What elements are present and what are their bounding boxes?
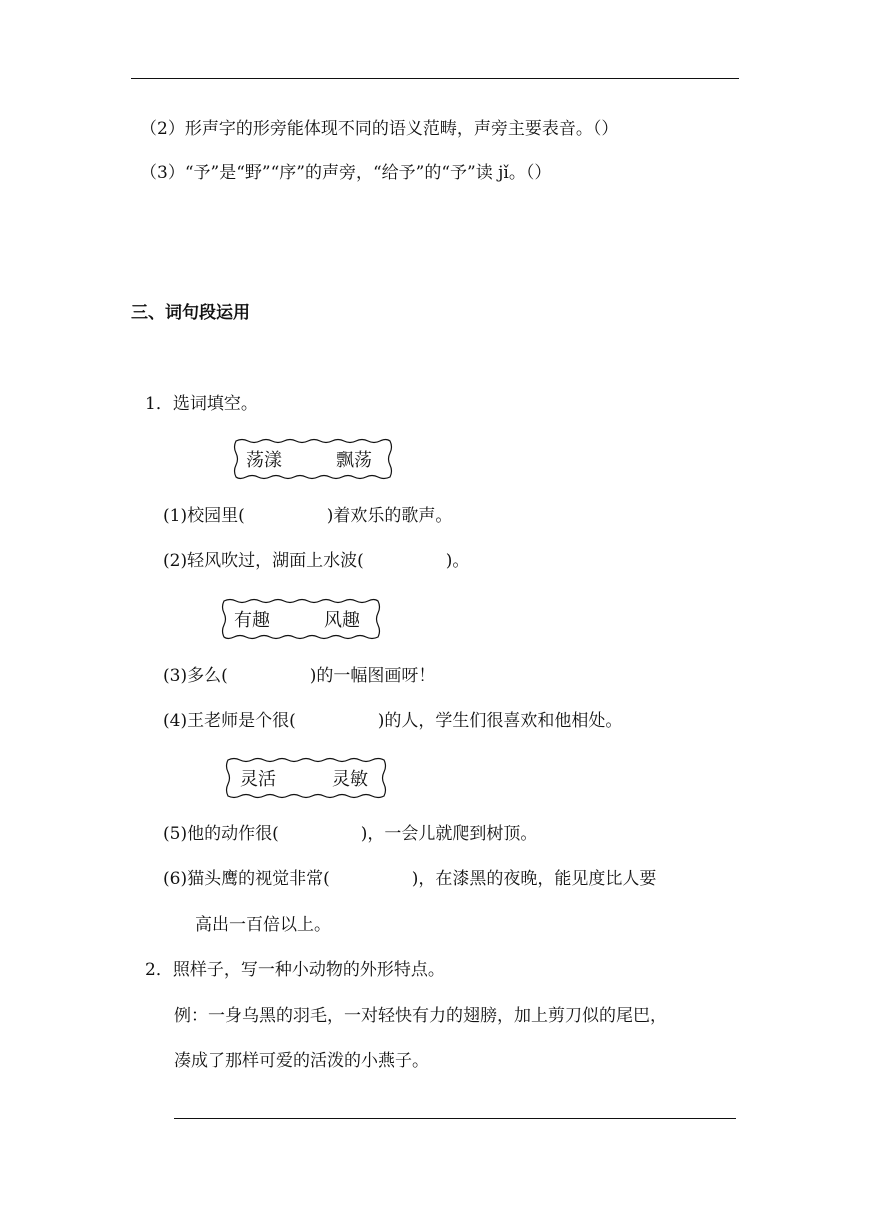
fill-item-text: )着欢乐的歌声。: [326, 506, 453, 526]
word-option: 有趣: [234, 610, 270, 631]
fill-item-1: [163, 505, 452, 527]
fill-item-3: [163, 665, 435, 687]
fill-item-text: )的一幅图画呀！: [309, 666, 436, 686]
fill-item-5: [163, 823, 537, 845]
word-option: 灵敏: [332, 769, 368, 790]
fill-item-text: (1)校园里(: [163, 506, 245, 526]
fill-item-text: (6)猫头鹰的视觉非常(: [163, 869, 330, 889]
fill-item-text: )，一会儿就爬到树顶。: [360, 824, 538, 844]
fill-item-text: (2)轻风吹过，湖面上水波(: [163, 551, 364, 571]
fill-item-4: [163, 710, 622, 732]
word-option: 风趣: [324, 610, 360, 631]
question-2-prompt: 2．照样子，写一种小动物的外形特点。: [145, 960, 445, 980]
fill-item-6-continuation: 高出一百倍以上。: [195, 915, 331, 935]
fill-item-6: [163, 868, 656, 890]
section-heading: 三、词句段运用: [131, 303, 250, 323]
answer-line[interactable]: [174, 1118, 736, 1119]
judge-item-3: （3）“予”是“野”“序”的声旁，“给予”的“予”读 jǐ。（）: [140, 163, 552, 183]
fill-item-text: (5)他的动作很(: [163, 824, 279, 844]
fill-item-text: (3)多么(: [163, 666, 228, 686]
word-option: 灵活: [240, 769, 276, 790]
fill-item-text: (4)王老师是个很(: [163, 711, 296, 731]
fill-item-text: )，在漆黑的夜晚，能见度比人要: [411, 869, 657, 889]
question-1-prompt: 1．选词填空。: [145, 394, 258, 414]
example-line-1: 例：一身乌黑的羽毛，一对轻快有力的翅膀，加上剪刀似的尾巴，: [174, 1006, 667, 1026]
word-box-2: [218, 598, 384, 640]
top-rule: [131, 78, 739, 79]
word-box-1: [230, 438, 396, 480]
word-option: 荡漾: [246, 450, 282, 471]
word-box-3: [222, 757, 390, 799]
fill-item-2: [163, 550, 469, 572]
fill-item-text: )的人，学生们很喜欢和他相处。: [377, 711, 623, 731]
word-option: 飘荡: [336, 450, 372, 471]
fill-item-text: )。: [445, 551, 470, 571]
judge-item-2: （2）形声字的形旁能体现不同的语义范畴，声旁主要表音。（）: [140, 119, 619, 139]
example-line-2: 凑成了那样可爱的活泼的小燕子。: [174, 1051, 429, 1071]
